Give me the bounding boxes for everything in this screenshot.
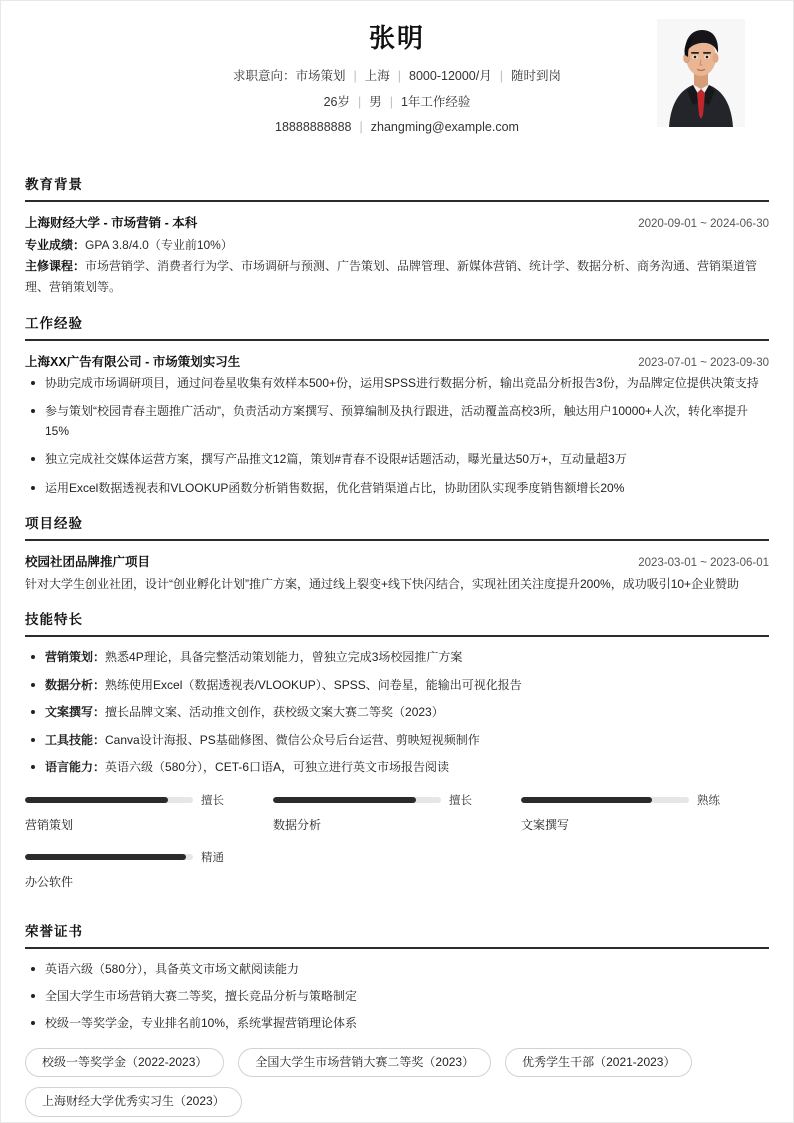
skill-bar-row [521,792,741,808]
resume-header [25,1,769,159]
list-item [25,758,769,777]
skill-bar-track [273,797,441,803]
skill-label: 工具技能： [45,732,106,747]
section-divider [25,539,769,541]
skill-bar-track [25,797,193,803]
section-skills [25,608,769,905]
list-item [25,676,769,695]
skill-bar-row [25,849,245,865]
skill-label: 数据分析： [45,677,106,692]
section-title-honors: 荣誉证书 [25,923,83,939]
skill-label: 语言能力： [45,760,106,775]
list-item: 协助完成市场调研项目，通过问卷星收集有效样本500+份，运用SPSS进行数据分析，输出竞品分析报告3份，为品牌定位提供决策支持 [25,374,769,393]
skill-level-label: 精通 [201,851,224,864]
work-title: 上海XX广告有限公司 - 市场策划实习生 [25,354,241,369]
list-item [25,731,769,750]
skill-bar-fill [25,797,168,803]
page-title: 张明 [368,23,425,53]
meta-separator: | [359,120,363,135]
section-work-experience [25,312,769,498]
skill-value: 熟悉4P理论，具备完整活动策划能力，曾独立完成3场校园推广方案 [105,650,463,665]
skill-value: 英语六级（580分），CET-6口语A，可独立进行英文市场报告阅读 [105,760,450,775]
skill-value: 熟练使用Excel（数据透视表/VLOOKUP）、SPSS、问卷星，能输出可视化报告 [105,677,522,692]
work-entry-head [25,352,769,370]
list-item [25,703,769,722]
work-bullet-list [25,374,769,498]
skill-bar-name: 文案撰写 [520,817,569,832]
list-item: 独立完成社交媒体运营方案，撰写产品推文12篇，策划#青春不设限#话题活动，曝光量达50万+，互动量超3万 [25,450,769,469]
section-divider [25,339,769,341]
certificate-tag-list [25,1048,769,1117]
skill-bar-name: 数据分析 [272,817,321,832]
certificate-tag[interactable]: 上海财经大学优秀实习生（2023） [25,1087,242,1117]
skill-label: 营销策划： [45,650,106,665]
list-item: 参与策划“校园青春主题推广活动”，负责活动方案撰写、预算编制及执行跟进，活动覆盖高校3所，触达用户10000+人次，转化率提升15% [25,402,769,441]
honors-bullet-list [25,960,769,1034]
job-intent-salary: 8000-12000/月 [409,69,492,84]
skill-bar-fill [273,797,416,803]
project-entry-head [25,552,769,570]
project-description: 针对大学生创业社团，设计“创业孵化计划”推广方案，通过线上裂变+线下快闪结合，实现社团关注度提升200%，成功吸引10+企业赞助 [25,577,740,592]
skill-bar-fill [521,797,652,803]
section-education [25,173,769,298]
education-courses-value: 市场营销学、消费者行为学、市场调研与预测、广告策划、品牌管理、新媒体营销、统计学、数据分析、商务沟通、营销渠道管理、营销策划等。 [25,258,758,294]
education-entry [25,213,769,298]
section-title-project: 项目经验 [25,516,83,532]
certificate-tag[interactable]: 校级一等奖学金（2022-2023） [25,1048,224,1078]
section-title-skills: 技能特长 [25,612,83,628]
section-divider [25,635,769,637]
education-date-range: 2020-09-01 ~ 2024-06-30 [638,217,769,230]
education-courses-row [25,256,769,298]
section-title-education: 教育背景 [25,176,83,192]
job-intent-availability: 随时到岗 [510,69,561,84]
phone-number: 18888888888 [275,120,352,135]
work-entry [25,352,769,498]
skill-bar-track [25,854,193,860]
list-item: 校级一等奖学金，专业排名前10%，系统掌握营销理论体系 [25,1014,769,1033]
skill-bar-item [521,792,769,833]
skill-bar-item [273,792,521,833]
education-gpa-label: 专业成绩： [25,237,86,252]
list-item [25,648,769,667]
skill-bar-item [25,792,273,833]
experience-years-text: 1年工作经验 [400,94,471,109]
meta-separator: | [499,69,503,84]
skill-bar-item [25,849,273,890]
meta-separator: | [389,94,393,109]
skill-bar-fill [25,854,186,860]
education-gpa-value: GPA 3.8/4.0（专业前10%） [85,237,233,252]
skill-bar-group [25,792,769,906]
skill-bar-row [25,792,245,808]
skills-bullet-list [25,648,769,777]
gender-text: 男 [369,94,382,109]
email-address: zhangming@example.com [370,120,519,135]
certificate-tag[interactable]: 优秀学生干部（2021-2023） [505,1048,692,1078]
meta-separator: | [353,69,357,84]
project-date-range: 2023-03-01 ~ 2023-06-01 [638,557,769,570]
resume-page [1,1,793,1117]
section-project-experience [25,512,769,594]
certificate-tag[interactable]: 全国大学生市场营销大赛二等奖（2023） [238,1048,491,1078]
skill-level-label: 熟练 [696,794,720,807]
list-item: 运用Excel数据透视表和VLOOKUP函数分析销售数据，优化营销渠道占比，协助团队实现季度销售额增长20% [25,479,769,498]
section-title-work: 工作经验 [25,315,83,331]
skill-bar-name: 办公软件 [25,874,74,889]
avatar [657,19,745,127]
list-item: 全国大学生市场营销大赛二等奖，擅长竞品分析与策略制定 [25,987,769,1006]
education-gpa-row [25,235,769,256]
meta-separator: | [357,94,362,109]
work-date-range: 2023-07-01 ~ 2023-09-30 [638,356,769,369]
skill-bar-row [273,792,493,808]
portrait-photo-icon [657,19,745,127]
list-item: 英语六级（580分），具备英文市场文献阅读能力 [25,960,769,979]
age-text: 26岁 [323,94,350,109]
section-honors [25,920,769,1118]
job-intent-city: 上海 [364,69,390,84]
meta-separator: | [397,69,402,84]
job-intent-position: 市场策划 [295,69,346,84]
skill-level-label: 擅长 [201,794,224,807]
section-divider [25,200,769,202]
project-entry [25,552,769,594]
project-title: 校园社团品牌推广项目 [25,555,151,570]
education-courses-label: 主修课程： [25,258,86,273]
skill-bar-track [521,797,689,803]
education-title: 上海财经大学 - 市场营销 - 本科 [25,215,198,230]
skill-bar-name: 营销策划 [25,817,74,832]
skill-value: 擅长品牌文案、活动推文创作，获校级文案大赛二等奖（2023） [105,705,444,720]
education-entry-head [25,213,769,231]
skill-label: 文案撰写： [45,705,106,720]
job-intent-label-text: 求职意向： [232,69,296,84]
skill-value: Canva设计海报、PS基础修图、微信公众号后台运营、剪映短视频制作 [105,732,480,747]
section-divider [25,947,769,949]
skill-level-label: 擅长 [448,794,472,807]
